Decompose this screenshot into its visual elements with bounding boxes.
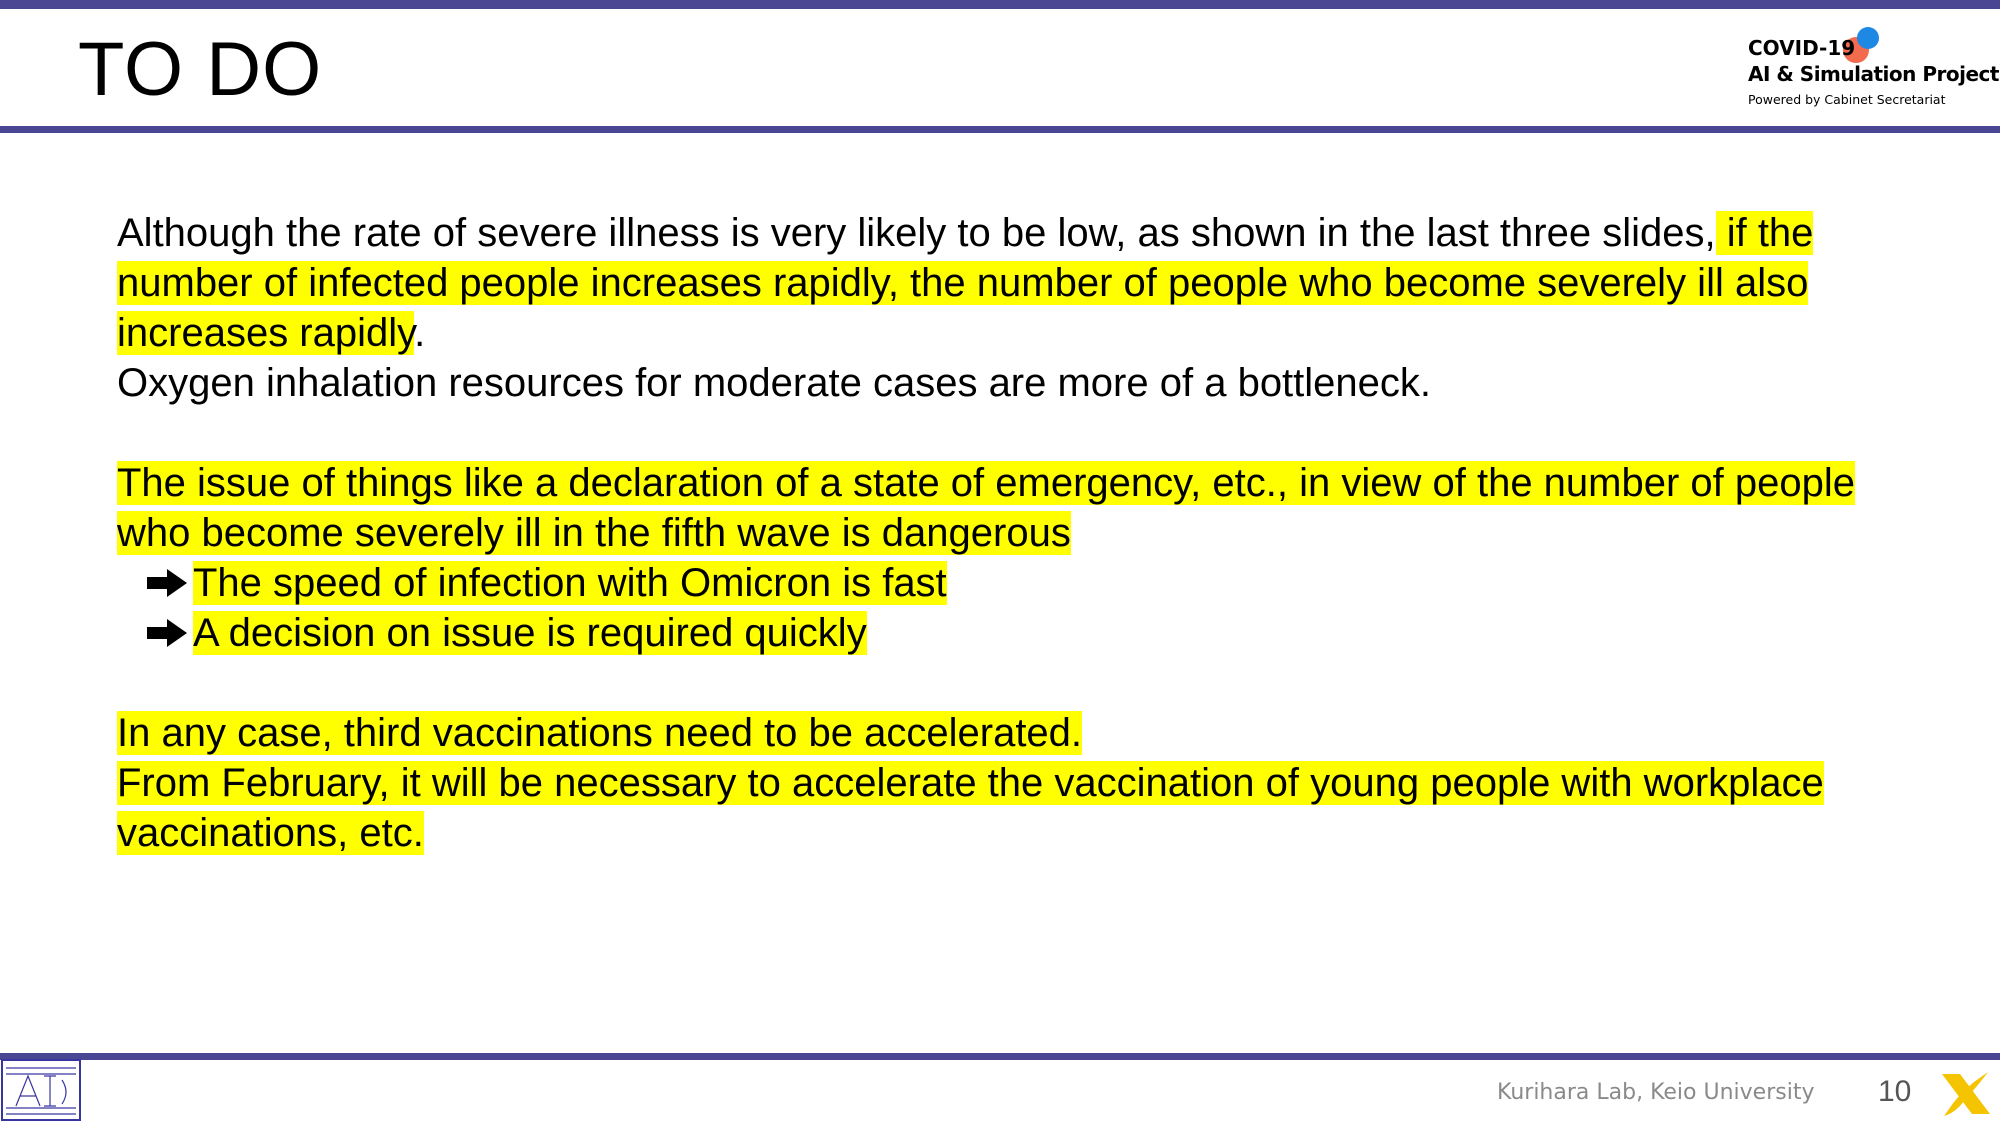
ai-lab-logo-icon bbox=[0, 1058, 84, 1124]
paragraph-oxygen: Oxygen inhalation resources for moderate cases are more of a bottleneck. bbox=[117, 361, 1432, 405]
paragraph-severe-illness bbox=[117, 208, 1917, 358]
covid-project-logo bbox=[1748, 24, 1999, 114]
spacer bbox=[117, 408, 1917, 458]
spacer bbox=[117, 658, 1917, 708]
arrow-right-icon bbox=[145, 567, 189, 599]
paragraph-february bbox=[117, 758, 1917, 858]
footer-credit: Kurihara Lab, Keio University bbox=[1497, 1080, 1815, 1105]
slide-body bbox=[117, 208, 1917, 858]
arrow-item-omicron bbox=[117, 558, 1917, 608]
paragraph-emergency bbox=[117, 458, 1917, 558]
paragraph-severe-illness-plain: Although the rate of severe illness is very likely to be low, as shown in the last three slides, bbox=[117, 211, 1716, 255]
paragraph-severe-illness-highlight: if the number of infected people increases rapidly, the number of people who become severely ill also increases rapidly bbox=[117, 211, 1814, 355]
logo-line-1: COVID-19 bbox=[1748, 36, 1856, 60]
paragraph-emergency-highlight: The issue of things like a declaration of a state of emergency, etc., in view of the number of people who become severely ill in the fifth wave is dangerous bbox=[117, 461, 1856, 555]
page-number: 10 bbox=[1878, 1075, 1912, 1108]
footer-rule bbox=[0, 1053, 2000, 1060]
x-logo-icon bbox=[1938, 1068, 1994, 1120]
page-title: TO DO bbox=[78, 27, 323, 112]
logo-line-3: Powered by Cabinet Secretariat bbox=[1748, 92, 1946, 107]
paragraph-february-highlight: From February, it will be necessary to accelerate the vaccination of young people with workplace vaccinations, etc. bbox=[117, 761, 1824, 855]
arrow-right-icon bbox=[145, 617, 189, 649]
arrow-item-decision-text: A decision on issue is required quickly bbox=[193, 611, 867, 655]
logo-line-2: AI & Simulation Project bbox=[1748, 62, 1999, 86]
top-accent-bar bbox=[0, 0, 2000, 9]
arrow-item-decision bbox=[117, 608, 1917, 658]
paragraph-third-vaccination bbox=[117, 708, 1917, 758]
paragraph-third-vaccination-highlight: In any case, third vaccinations need to be accelerated. bbox=[117, 711, 1083, 755]
header-rule bbox=[0, 126, 2000, 133]
arrow-item-omicron-text: The speed of infection with Omicron is fast bbox=[193, 561, 947, 605]
paragraph-severe-illness-end: . bbox=[414, 311, 426, 355]
